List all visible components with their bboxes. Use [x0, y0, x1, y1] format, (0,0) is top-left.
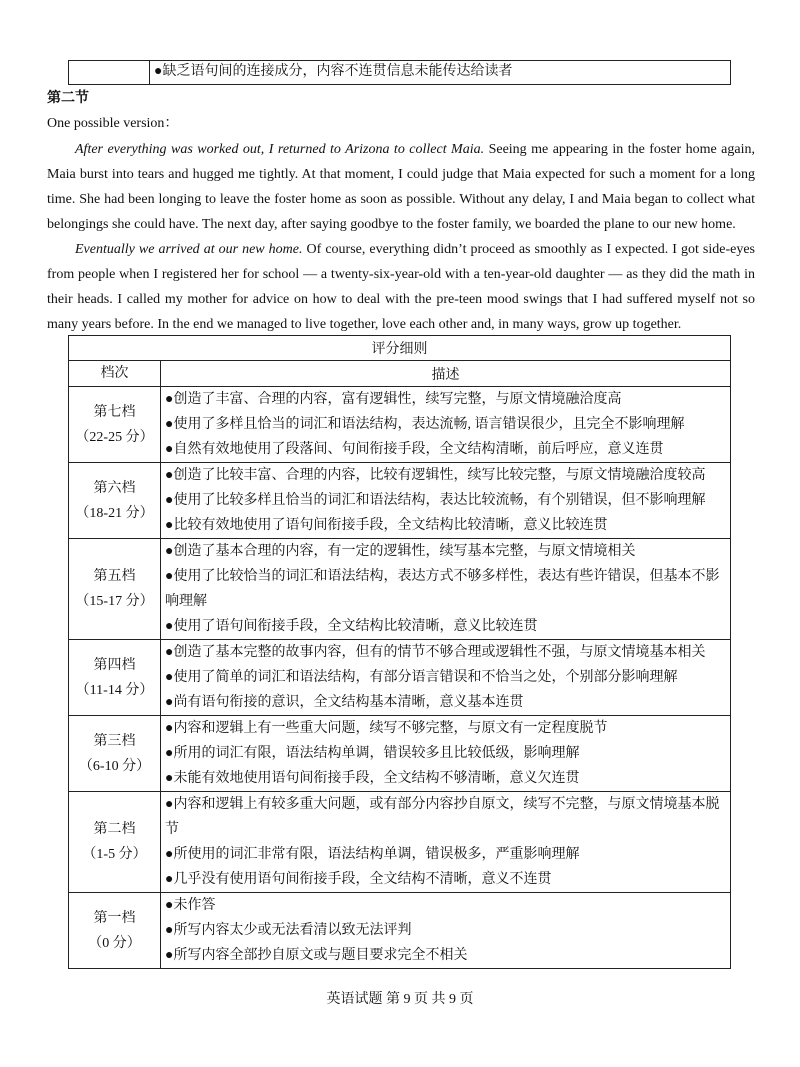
table-row: [69, 387, 731, 463]
level-score: （0 分）: [88, 935, 141, 951]
level-name: 第二档: [93, 822, 136, 837]
table-row: [69, 716, 731, 792]
intro-text: One possible version：: [47, 116, 179, 131]
table-row: [69, 640, 731, 716]
rubric-item: ●创造了比较丰富、合理的内容，比较有逻辑性，续写比较完整，与原文情境融洽度较高: [165, 468, 706, 483]
rubric-item: ●使用了比较恰当的词汇和语法结构，表达方式不够多样性，表达有些许错误，但基本不影响理解: [165, 569, 720, 609]
level-score: （22-25 分）: [75, 429, 154, 445]
level-cell: [69, 539, 161, 640]
level-cell: [69, 792, 161, 893]
column-header-level: 档次: [69, 361, 161, 387]
column-header-description: 描述: [161, 361, 731, 387]
rubric-item: ●创造了基本完整的故事内容，但有的情节不够合理或逻辑性不强，与原文情境基本相关: [165, 645, 706, 660]
table-row: [69, 463, 731, 539]
paragraph-body: Of course, everything didn’t proceed as smoothly as I expected. I got side-eyes from people when I registered her for school — a twenty-six-year-old with a ten-year-old daughter — as they did the math in their heads. I called my mother for advice on how to deal with the pre-teen mood swings that I had suffered myself not so many years before. In the end we managed to live together, love each other and, in many ways, grow up together.: [47, 242, 755, 332]
level-name: 第七档: [93, 404, 136, 420]
rubric-item: ●比较有效地使用了语句间衔接手段，全文结构比较清晰，意义比较连贯: [165, 518, 608, 533]
rubric-item: ●创造了丰富、合理的内容，富有逻辑性，续写完整，与原文情境融洽度高: [165, 392, 622, 407]
description-cell: [161, 716, 731, 792]
rubric-item: ●内容和逻辑上有一些重大问题，续写不够完整，与原文有一定程度脱节: [165, 721, 608, 736]
level-name: 第四档: [93, 657, 136, 673]
rubric-item: ●所写内容全部抄自原文或与题目要求完全不相关: [165, 948, 468, 963]
paragraph-body: Seeing me appearing in the foster home again, Maia burst into tears and hugged me tightly. At that moment, I could judge that Maia expected for such a moment for a long time. She had been longing to leave the foster home as soon as possible. Without any delay, I and Maia began to collect what belongings she could have. The next day, after saying goodbye to the foster family, we boarded the plane to our new home.: [47, 142, 755, 232]
rubric-item: ●内容和逻辑上有较多重大问题，或有部分内容抄自原文，续写不完整，与原文情境基本脱节: [165, 797, 720, 837]
level-name: 第五档: [93, 569, 136, 584]
description-cell: [161, 463, 731, 539]
level-cell: [69, 640, 161, 716]
section-title: 第二节: [47, 91, 89, 106]
level-score: （18-21 分）: [75, 505, 154, 521]
description-cell: [161, 539, 731, 640]
level-name: 第一档: [93, 910, 136, 926]
empty-level-cell: [69, 61, 150, 84]
level-score: （1-5 分）: [82, 847, 147, 862]
section-heading: [47, 86, 755, 136]
description-cell: [161, 640, 731, 716]
table-row: [69, 893, 731, 969]
page-footer: 英语试题 第 9 页 共 9 页: [326, 992, 474, 1007]
scoring-rubric-table: [68, 335, 731, 969]
lead-sentence: Eventually we arrived at our new home.: [75, 242, 303, 257]
essay-paragraph-1: [47, 137, 755, 237]
level-name: 第六档: [93, 480, 136, 496]
level-score: （11-14 分）: [75, 682, 154, 698]
description-cell: [161, 792, 731, 893]
rubric-item: ●使用了比较多样且恰当的词汇和语法结构，表达比较流畅，有个别错误，但不影响理解: [165, 493, 706, 508]
rubric-item: ●几乎没有使用语句间衔接手段，全文结构不清晰，意义不连贯: [165, 872, 552, 887]
level-cell: [69, 893, 161, 969]
table-title: 评分细则: [69, 336, 731, 361]
description-cell: [161, 893, 731, 969]
rubric-item: ●创造了基本合理的内容，有一定的逻辑性，续写基本完整，与原文情境相关: [165, 544, 636, 559]
level-cell: [69, 716, 161, 792]
description-cell: [161, 387, 731, 463]
rubric-item: ●使用了多样且恰当的词汇和语法结构，表达流畅, 语言错误很少，且完全不影响理解: [165, 417, 685, 432]
level-score: （15-17 分）: [75, 594, 154, 609]
lead-sentence: After everything was worked out, I returned to Arizona to collect Maia.: [75, 142, 485, 157]
level-score: （6-10 分）: [78, 758, 151, 774]
rubric-item: ●缺乏语句间的连接成分，内容不连贯信息未能传达给读者: [154, 64, 513, 79]
table-row: [69, 539, 731, 640]
essay: [47, 137, 755, 337]
rubric-item: ●使用了语句间衔接手段，全文结构比较清晰，意义比较连贯: [165, 619, 538, 634]
essay-paragraph-2: [47, 237, 755, 337]
rubric-item: ●所写内容太少或无法看清以致无法评判: [165, 923, 412, 938]
rubric-item: ●所使用的词汇非常有限，语法结构单调，错误极多，严重影响理解: [165, 847, 580, 862]
rubric-item: ●自然有效地使用了段落间、句间衔接手段，全文结构清晰，前后呼应，意义连贯: [165, 442, 664, 457]
level-cell: [69, 387, 161, 463]
level-name: 第三档: [93, 733, 136, 749]
table-row: [69, 792, 731, 893]
rubric-item: ●未作答: [165, 898, 216, 913]
level-cell: [69, 463, 161, 539]
rubric-item: ●尚有语句衔接的意识，全文结构基本清晰，意义基本连贯: [165, 695, 524, 710]
rubric-item: ●使用了简单的词汇和语法结构，有部分语言错误和不恰当之处，个别部分影响理解: [165, 670, 678, 685]
rubric-item: ●未能有效地使用语句间衔接手段，全文结构不够清晰，意义欠连贯: [165, 771, 580, 786]
previous-rubric-table-tail: [68, 60, 731, 85]
rubric-item: ●所用的词汇有限，语法结构单调，错误较多且比较低级，影响理解: [165, 746, 580, 761]
